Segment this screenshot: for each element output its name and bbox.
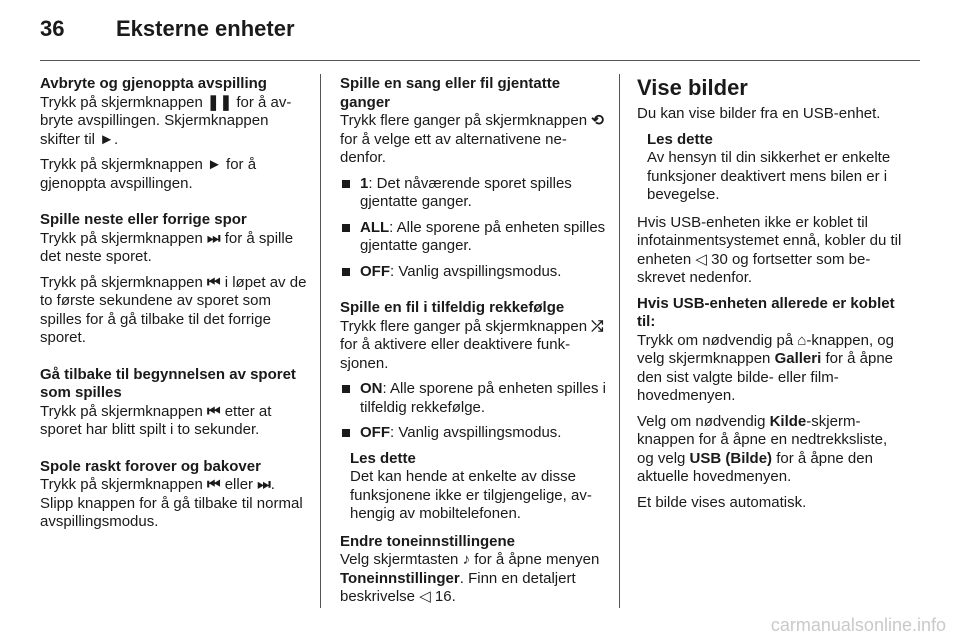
paragraph [40, 230, 308, 267]
text: Trykk på skjermknappen [40, 229, 208, 247]
note-box [647, 131, 905, 205]
play-icon: ► [99, 130, 115, 148]
column-divider-1 [320, 74, 321, 608]
section-title: Vise bilder [637, 75, 748, 100]
text: : Alle sporene på enheten spilles i tilfeldig rekkefølge. [360, 380, 606, 416]
section-fast-forward-rewind [40, 458, 308, 532]
text: 16. [430, 588, 456, 605]
section-pause-resume [40, 75, 308, 193]
text: for å aktivere eller deaktivere funksjonen. [340, 336, 571, 372]
column-divider-2 [619, 74, 620, 608]
option-name: USB (Bilde) [689, 449, 773, 467]
bullet-square [342, 180, 350, 188]
bullet-square [342, 385, 350, 393]
paragraph [40, 274, 308, 348]
paragraph [40, 156, 308, 193]
paragraph: Du kan vise bilder fra en USB-enhet. [637, 105, 881, 122]
list-item [342, 263, 606, 282]
text: Trykk på skjermknappen [40, 476, 208, 493]
text: . [114, 130, 119, 148]
bullet-square [342, 429, 350, 437]
paragraph [637, 332, 905, 406]
paragraph [637, 214, 905, 288]
text: Velg om nødvendig [637, 412, 770, 430]
note-title: Les dette [647, 130, 713, 148]
text: for å åpne menyen [470, 551, 600, 568]
option-key: OFF [360, 424, 390, 441]
text: Trykk på skjermknappen [40, 402, 208, 420]
option-key: 1 [360, 174, 369, 192]
paragraph [40, 94, 308, 150]
paragraph [340, 551, 606, 607]
watermark: carmanualsonline.info [770, 615, 946, 635]
next-track-icon: ⏭ [207, 229, 221, 247]
section-heading: Gå tilbake til begynnelsen av sporet som spilles [40, 365, 296, 401]
text: : Vanlig avspillingsmodus. [390, 424, 562, 441]
column-2 [340, 75, 606, 625]
text: eller [220, 476, 258, 493]
section-heading: Endre toneinnstillingene [340, 532, 516, 550]
menu-name: Toneinnstillinger [340, 569, 460, 587]
text: i løpet av de to første sekundene av sporet som spilles for å gå tilbake til det forrige sporet. [40, 273, 307, 346]
section-heading: Spille en fil i tilfeldig rekkefølge [340, 299, 565, 316]
text: Trykk på skjermknappen [40, 273, 208, 291]
button-name: Kilde [769, 412, 807, 430]
text: for å gjenoppta avspillingen. [40, 156, 257, 192]
text: for å åpne den sist valgte bilde- eller filmhovedmenyen. [637, 350, 893, 404]
section-heading: Spole raskt forover og bakover [40, 457, 261, 475]
page-reference-icon: ◁ [695, 250, 707, 268]
section-heading: Avbryte og gjenoppta avspilling [40, 75, 267, 92]
section-restart-track [40, 366, 308, 440]
home-icon: ⌂ [797, 331, 807, 349]
section-next-previous [40, 211, 308, 348]
paragraph: Et bilde vises automatisk. [637, 493, 807, 511]
text: Velg skjermtasten [340, 551, 463, 568]
option-key: ALL [360, 218, 390, 236]
text: : Vanlig avspillingsmodus. [390, 262, 562, 280]
repeat-icon: ⟲ [591, 112, 604, 129]
note-text: Det kan hende at enkelte av disse funksjonene ikke er tilgjengelige, avhengig av mobiltelefonen. [350, 468, 592, 522]
tone-icon: ♪ [462, 551, 471, 568]
column-3 [637, 75, 905, 519]
shuffle-icon: ⤮ [591, 317, 604, 335]
previous-track-icon: ⏮ [207, 402, 221, 420]
section-repeat [340, 75, 606, 281]
list-item [342, 175, 606, 212]
text: Trykk på skjermknappen [40, 93, 208, 111]
previous-track-icon: ⏮ [207, 273, 221, 291]
section-heading: Spille neste eller forrige spor [40, 211, 247, 228]
option-key: ON [360, 380, 383, 397]
text: Trykk flere ganger på skjermknappen [340, 317, 592, 335]
list-item [342, 219, 606, 256]
text: for å avbryte avspillingen. Skjermknappen skifter til [40, 93, 292, 148]
paragraph [340, 112, 606, 168]
text: 30 og fortsetter som beskrevet nedenfor. [637, 250, 871, 286]
column-1 [40, 75, 308, 550]
section-heading: Spille en sang eller fil gjentatte ganger [340, 75, 561, 111]
text: for å velge ett av alternativene nedenfor. [340, 130, 567, 166]
button-name: Galleri [774, 350, 822, 367]
text: etter at sporet har blitt spilt i to sekunder. [40, 402, 272, 438]
play-icon: ► [207, 156, 222, 173]
bullet-square [342, 224, 350, 232]
text: . Slipp knappen for å gå tilbake til normal avspillingsmodus. [40, 476, 303, 530]
page-reference-icon: ◁ [419, 588, 431, 605]
text: Trykk flere ganger på skjermknappen [340, 112, 592, 129]
bullet-square [342, 268, 350, 276]
list-item [342, 424, 606, 443]
pause-icon: ❚❚ [207, 93, 233, 111]
paragraph [40, 403, 308, 440]
text: Hvis USB-enheten ikke er koblet til infotainmentsystemet ennå, kobler du til enheten [637, 213, 902, 268]
note-box [350, 450, 606, 524]
next-track-icon: ⏭ [257, 476, 271, 493]
text: for å åpne den aktuelle hovedmenyen. [637, 449, 873, 485]
text: Trykk på skjermknappen [40, 156, 208, 173]
paragraph [40, 476, 308, 532]
header-rule [40, 60, 920, 61]
section-shuffle [340, 299, 606, 524]
section-tone-settings [340, 533, 606, 607]
option-key: OFF [360, 262, 390, 280]
chapter-title: Eksterne enheter [116, 16, 295, 41]
paragraph [340, 318, 606, 374]
text: Trykk om nødvendig på [637, 331, 798, 349]
paragraph [637, 413, 905, 487]
text: : Alle sporene på enheten spilles gjentatte ganger. [360, 218, 606, 254]
text: . Finn en detaljert beskrivelse [340, 569, 576, 605]
note-text: Av hensyn til din sikkerhet er enkelte funksjoner deaktivert mens bilen er i bevegelse. [647, 149, 891, 203]
text: for å spille det neste sporet. [40, 229, 294, 265]
note-title: Les dette [350, 449, 416, 467]
page-number: 36 [40, 16, 65, 41]
text: -knappen, og velg skjermknappen [637, 331, 894, 367]
subsection-heading: Hvis USB-enheten allerede er koblet til: [637, 294, 895, 330]
previous-track-icon: ⏮ [207, 476, 221, 493]
text: -skjermknappen for å åpne en nedtrekksliste, og velg [637, 412, 888, 467]
text: : Det nåværende sporet spilles gjentatte ganger. [360, 174, 572, 210]
list-item [342, 380, 606, 417]
